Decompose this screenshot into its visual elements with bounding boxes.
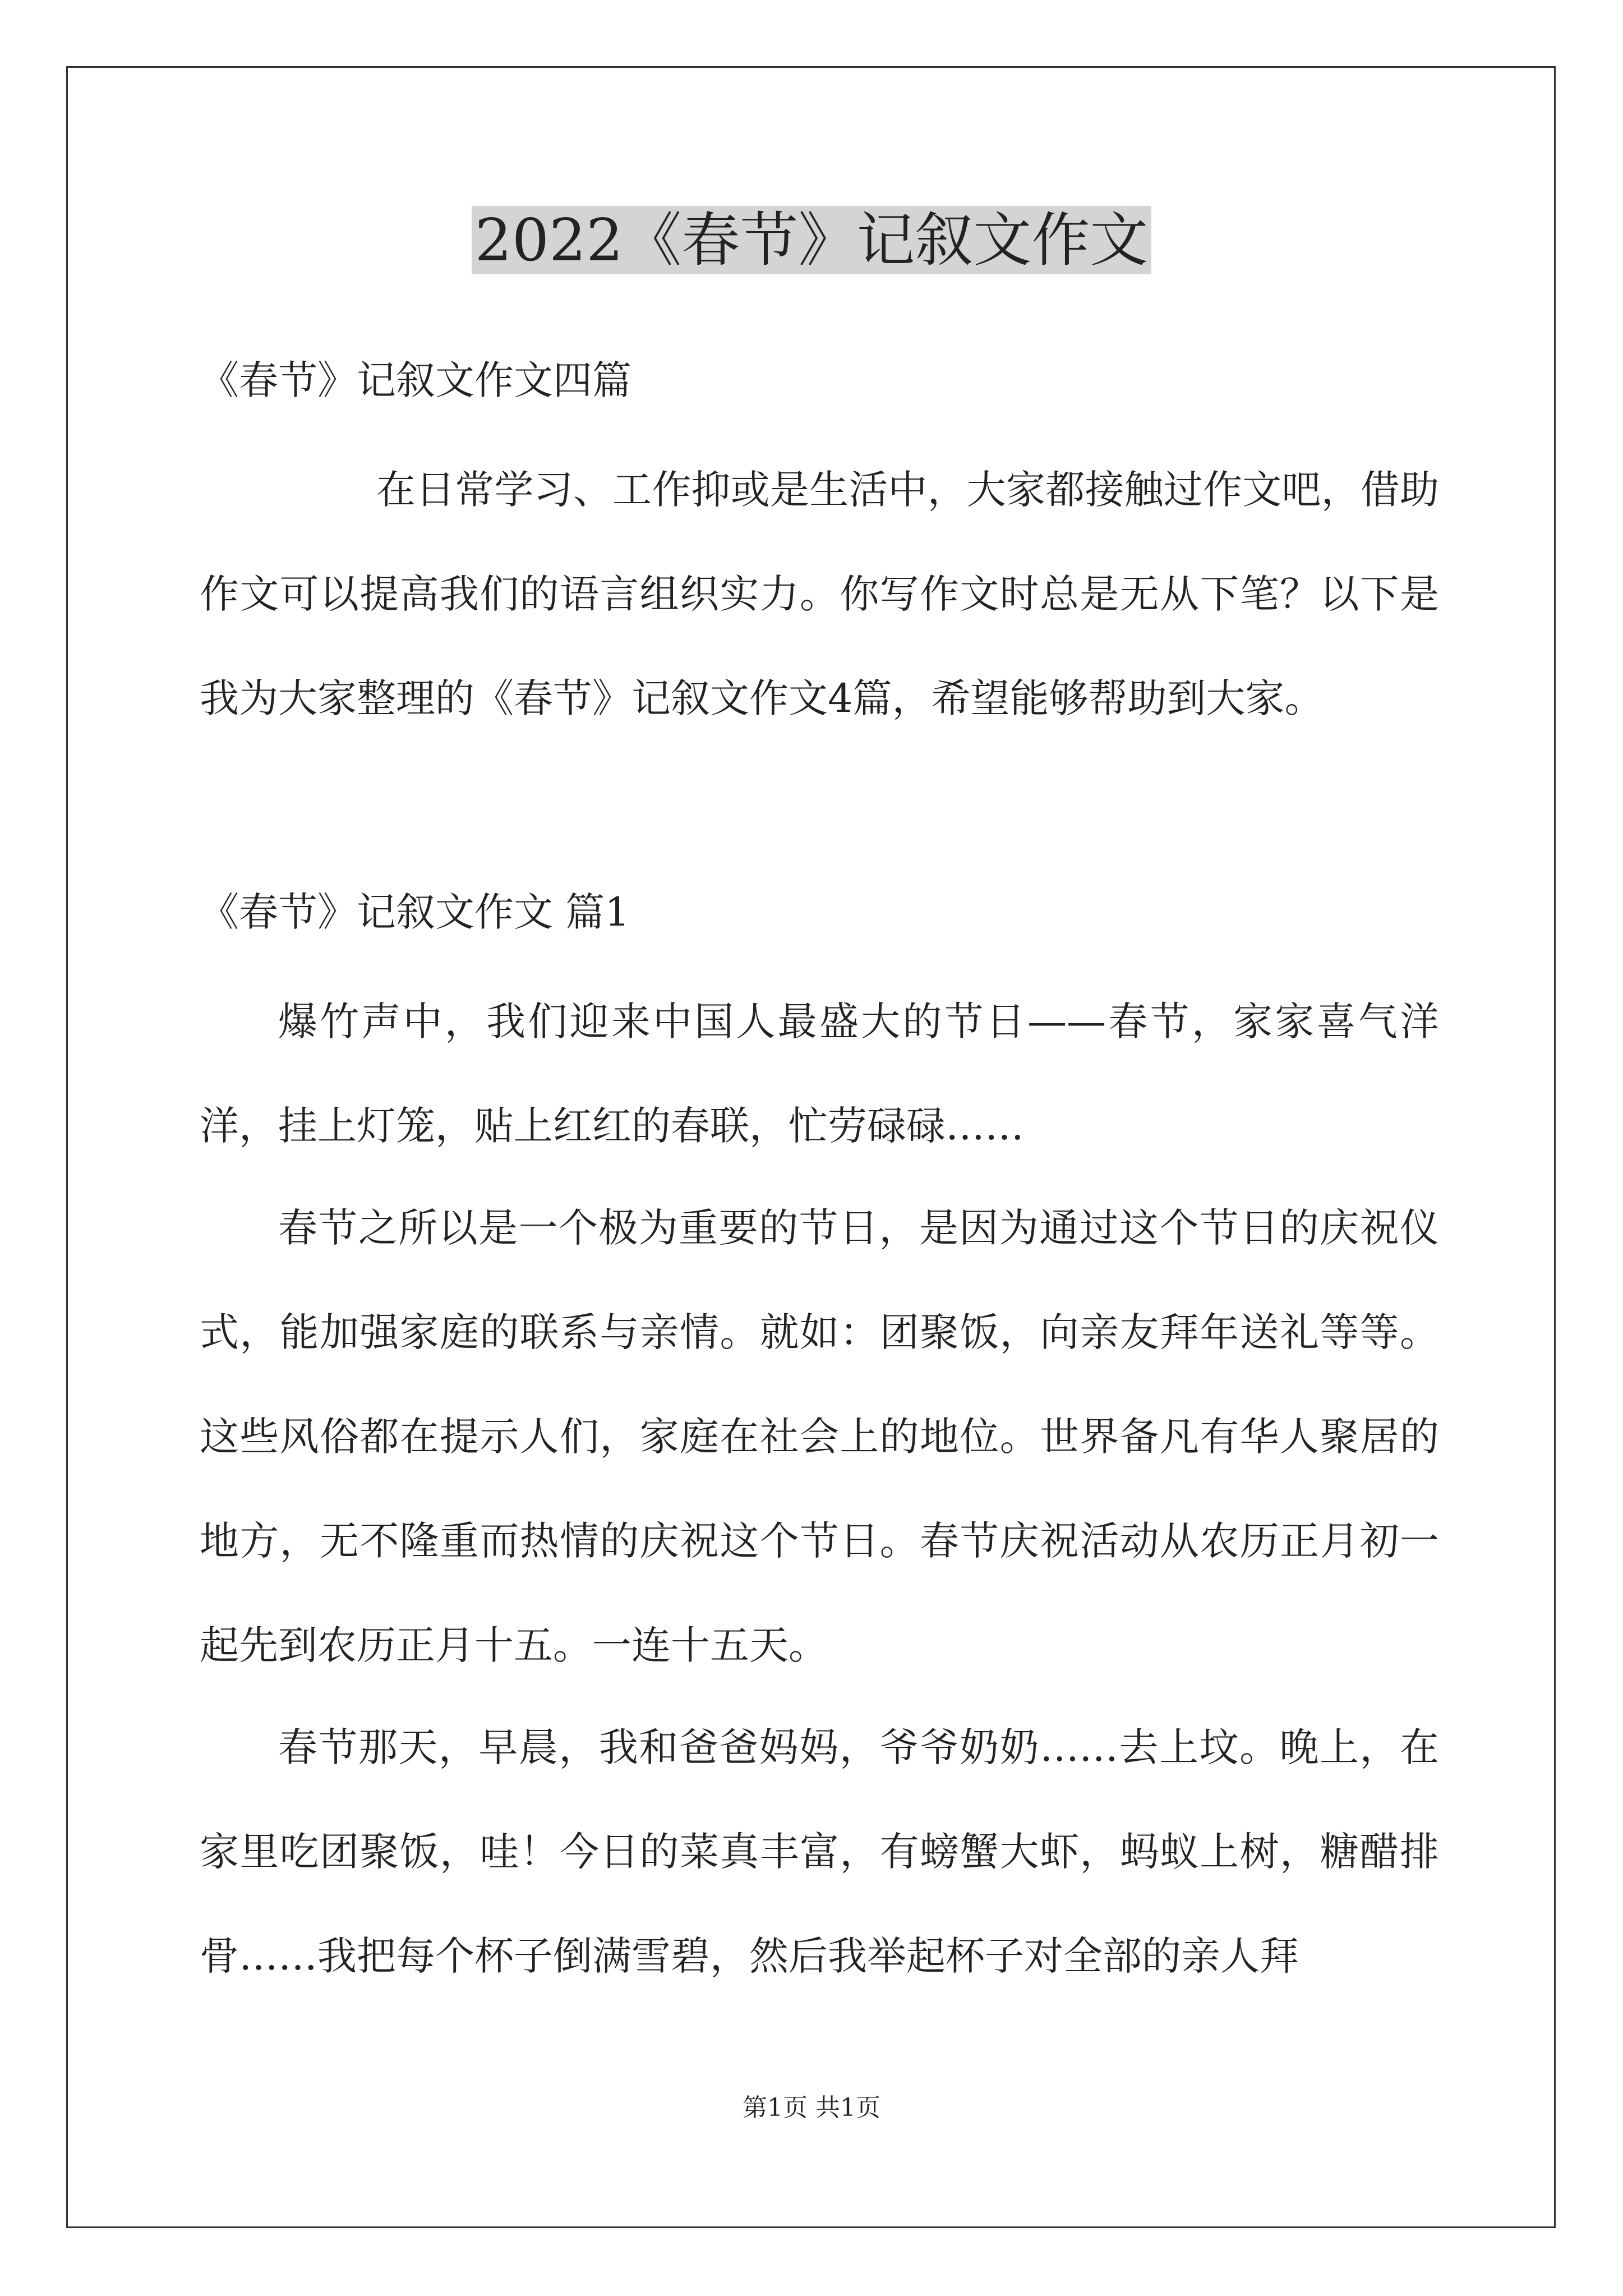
document-subtitle: 《春节》记叙文作文四篇	[200, 357, 631, 403]
body-paragraph-3: 春节那天，早晨，我和爸爸妈妈，爷爷奶奶……去上坟。晚上，在家里吃团聚饭，哇！今日的菜真丰富，有螃蟹大虾，蚂蚁上树，糖醋排骨……我把每个杯子倒满雪碧，然后我举起杯子对全部的亲人拜	[200, 1724, 1439, 1979]
document-title	[0, 201, 1623, 279]
page-footer: 第1页 共1页	[743, 2093, 880, 2122]
intro-paragraph: 在日常学习、工作抑或是生活中，大家都接触过作文吧，借助作文可以提高我们的语言组织实力。你写作文时总是无从下笔？以下是我为大家整理的《春节》记叙文作文4篇，希望能够帮助到大家。	[200, 467, 1439, 721]
document-title-text: 2022《春节》记叙文作文	[472, 206, 1152, 274]
body-paragraph-1: 爆竹声中，我们迎来中国人最盛大的节日——春节，家家喜气洋洋，挂上灯笼，贴上红红的春联，忙劳碌碌……	[200, 999, 1439, 1149]
body-paragraph-2: 春节之所以是一个极为重要的节日，是因为通过这个节日的庆祝仪式，能加强家庭的联系与亲情。就如：团聚饭，向亲友拜年送礼等等。这些风俗都在提示人们，家庭在社会上的地位。世界备凡有华人聚居的地方，无不隆重而热情的庆祝这个节日。春节庆祝活动从农历正月初一起先到农历正月十五。一连十五天。	[200, 1205, 1439, 1668]
section-heading: 《春节》记叙文作文 篇1	[200, 889, 630, 935]
